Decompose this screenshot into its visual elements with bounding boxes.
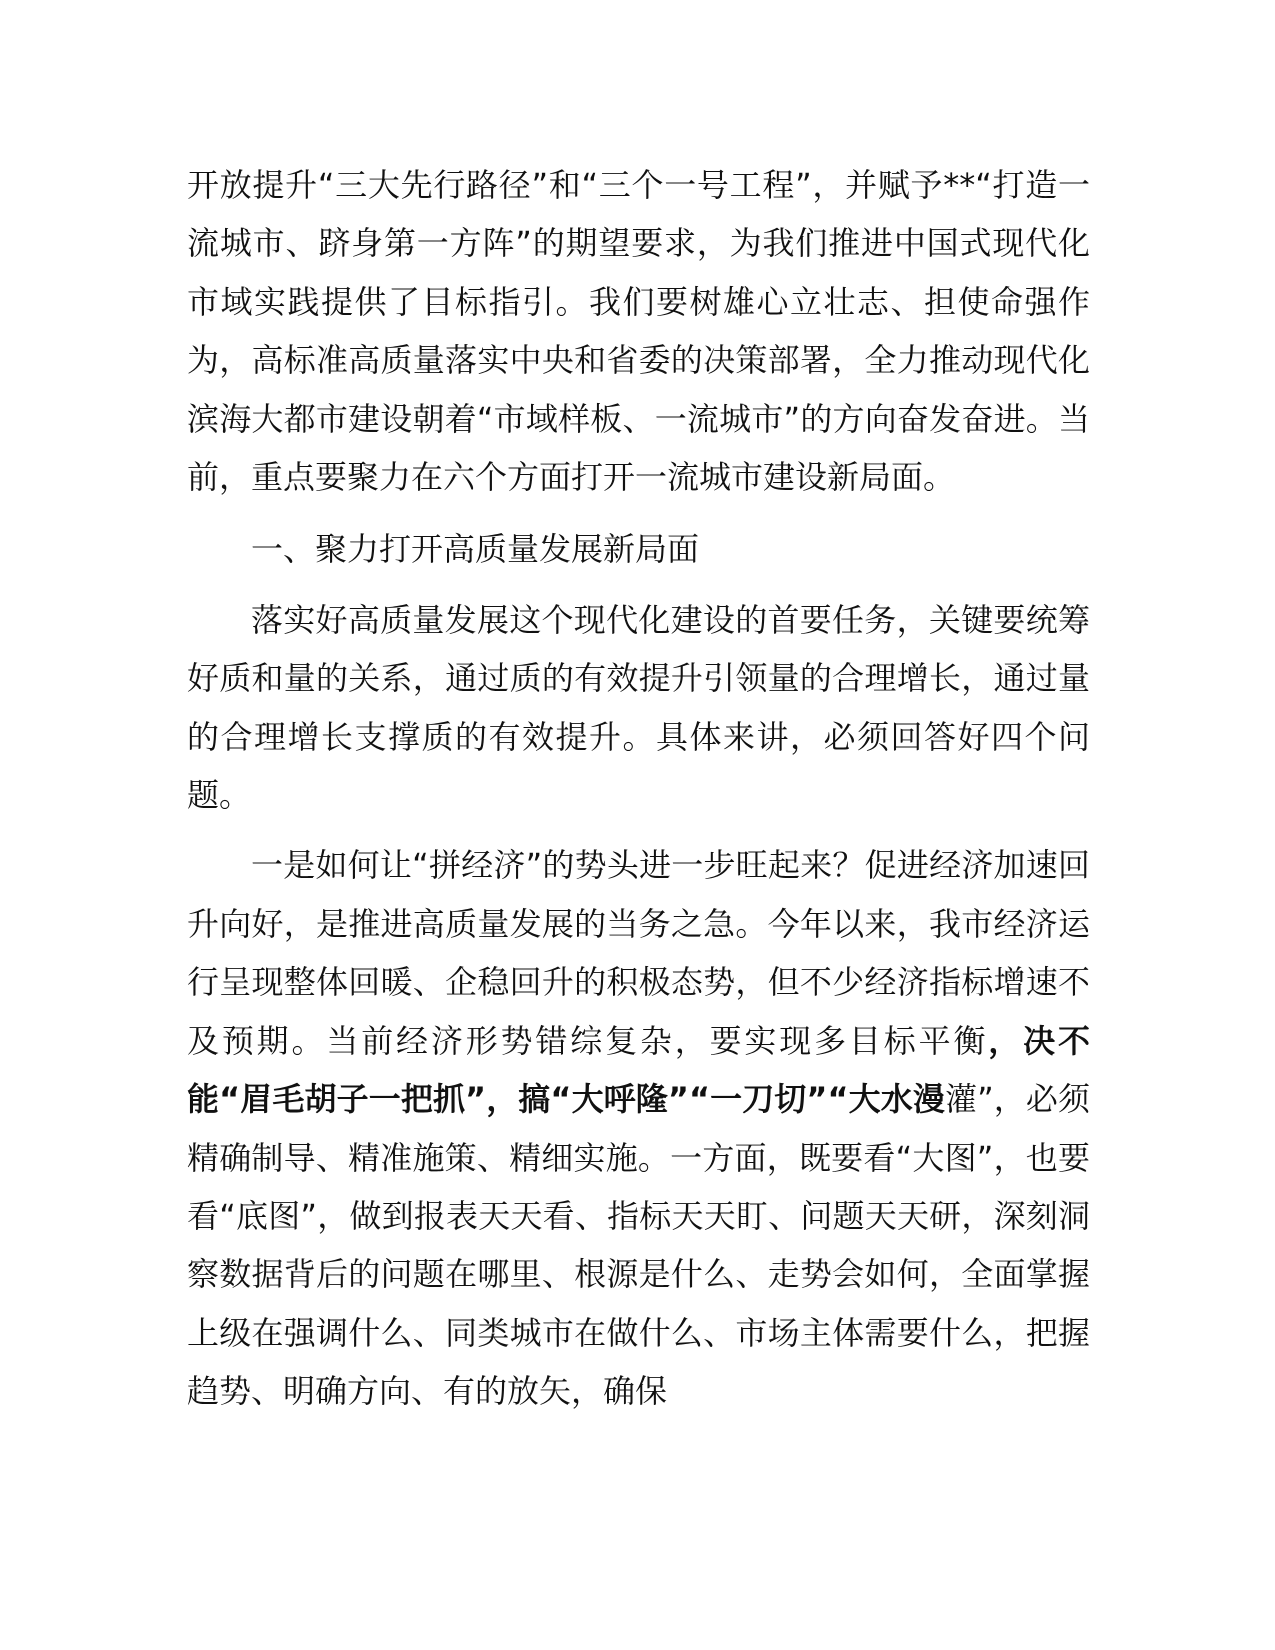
section-heading: 一、聚力打开高质量发展新局面 xyxy=(251,530,700,569)
paragraph-point-one-text-bold: ，决不能“眉毛胡子一把抓”，搞“大呼隆”“一刀切”“大水漫 xyxy=(187,1021,1090,1119)
paragraph-point-one-text-c: 灌”，必须精确制导、精准施策、精细实施。一方面，既要看“大图”，也要看“底图”，做到报表天天看、指标天天盯、问题天天研，深刻洞察数据背后的问题在哪里、根源是什么、走势会如何，全面掌握上级在强调什么、同类城市在做什么、市场主体需要什么，把握趋势、明确方向、有的放矢，确保 xyxy=(187,1080,1090,1411)
paragraph-intro: 开放提升“三大先行路径”和“三个一号工程”，并赋予**“打造一流城市、跻身第一方阵”的期望要求，为我们推进中国式现代化市域实践提供了目标指引。我们要树雄心立壮志、担使命强作为，高标准高质量落实中央和省委的决策部署，全力推动现代化滨海大都市建设朝着“市域样板、一流城市”的方向奋发奋进。当前，重点要聚力在六个方面打开一流城市建设新局面。 xyxy=(187,166,1090,497)
document-body xyxy=(187,156,1090,1421)
paragraph-point-one xyxy=(187,836,1090,1420)
paragraph-point-one-text-a: 一是如何让“拼经济”的势头进一步旺起来？促进经济加速回升向好，是推进高质量发展的当务之急。今年以来，我市经济运行呈现整体回暖、企稳回升的积极态势，但不少经济指标增速不及预期。当前经济形势错综复杂，要实现多目标平衡 xyxy=(187,846,1090,1060)
paragraph-overview: 落实好高质量发展这个现代化建设的首要任务，关键要统筹好质和量的关系，通过质的有效提升引领量的合理增长，通过量的合理增长支撑质的有效提升。具体来讲，必须回答好四个问题。 xyxy=(187,600,1090,815)
